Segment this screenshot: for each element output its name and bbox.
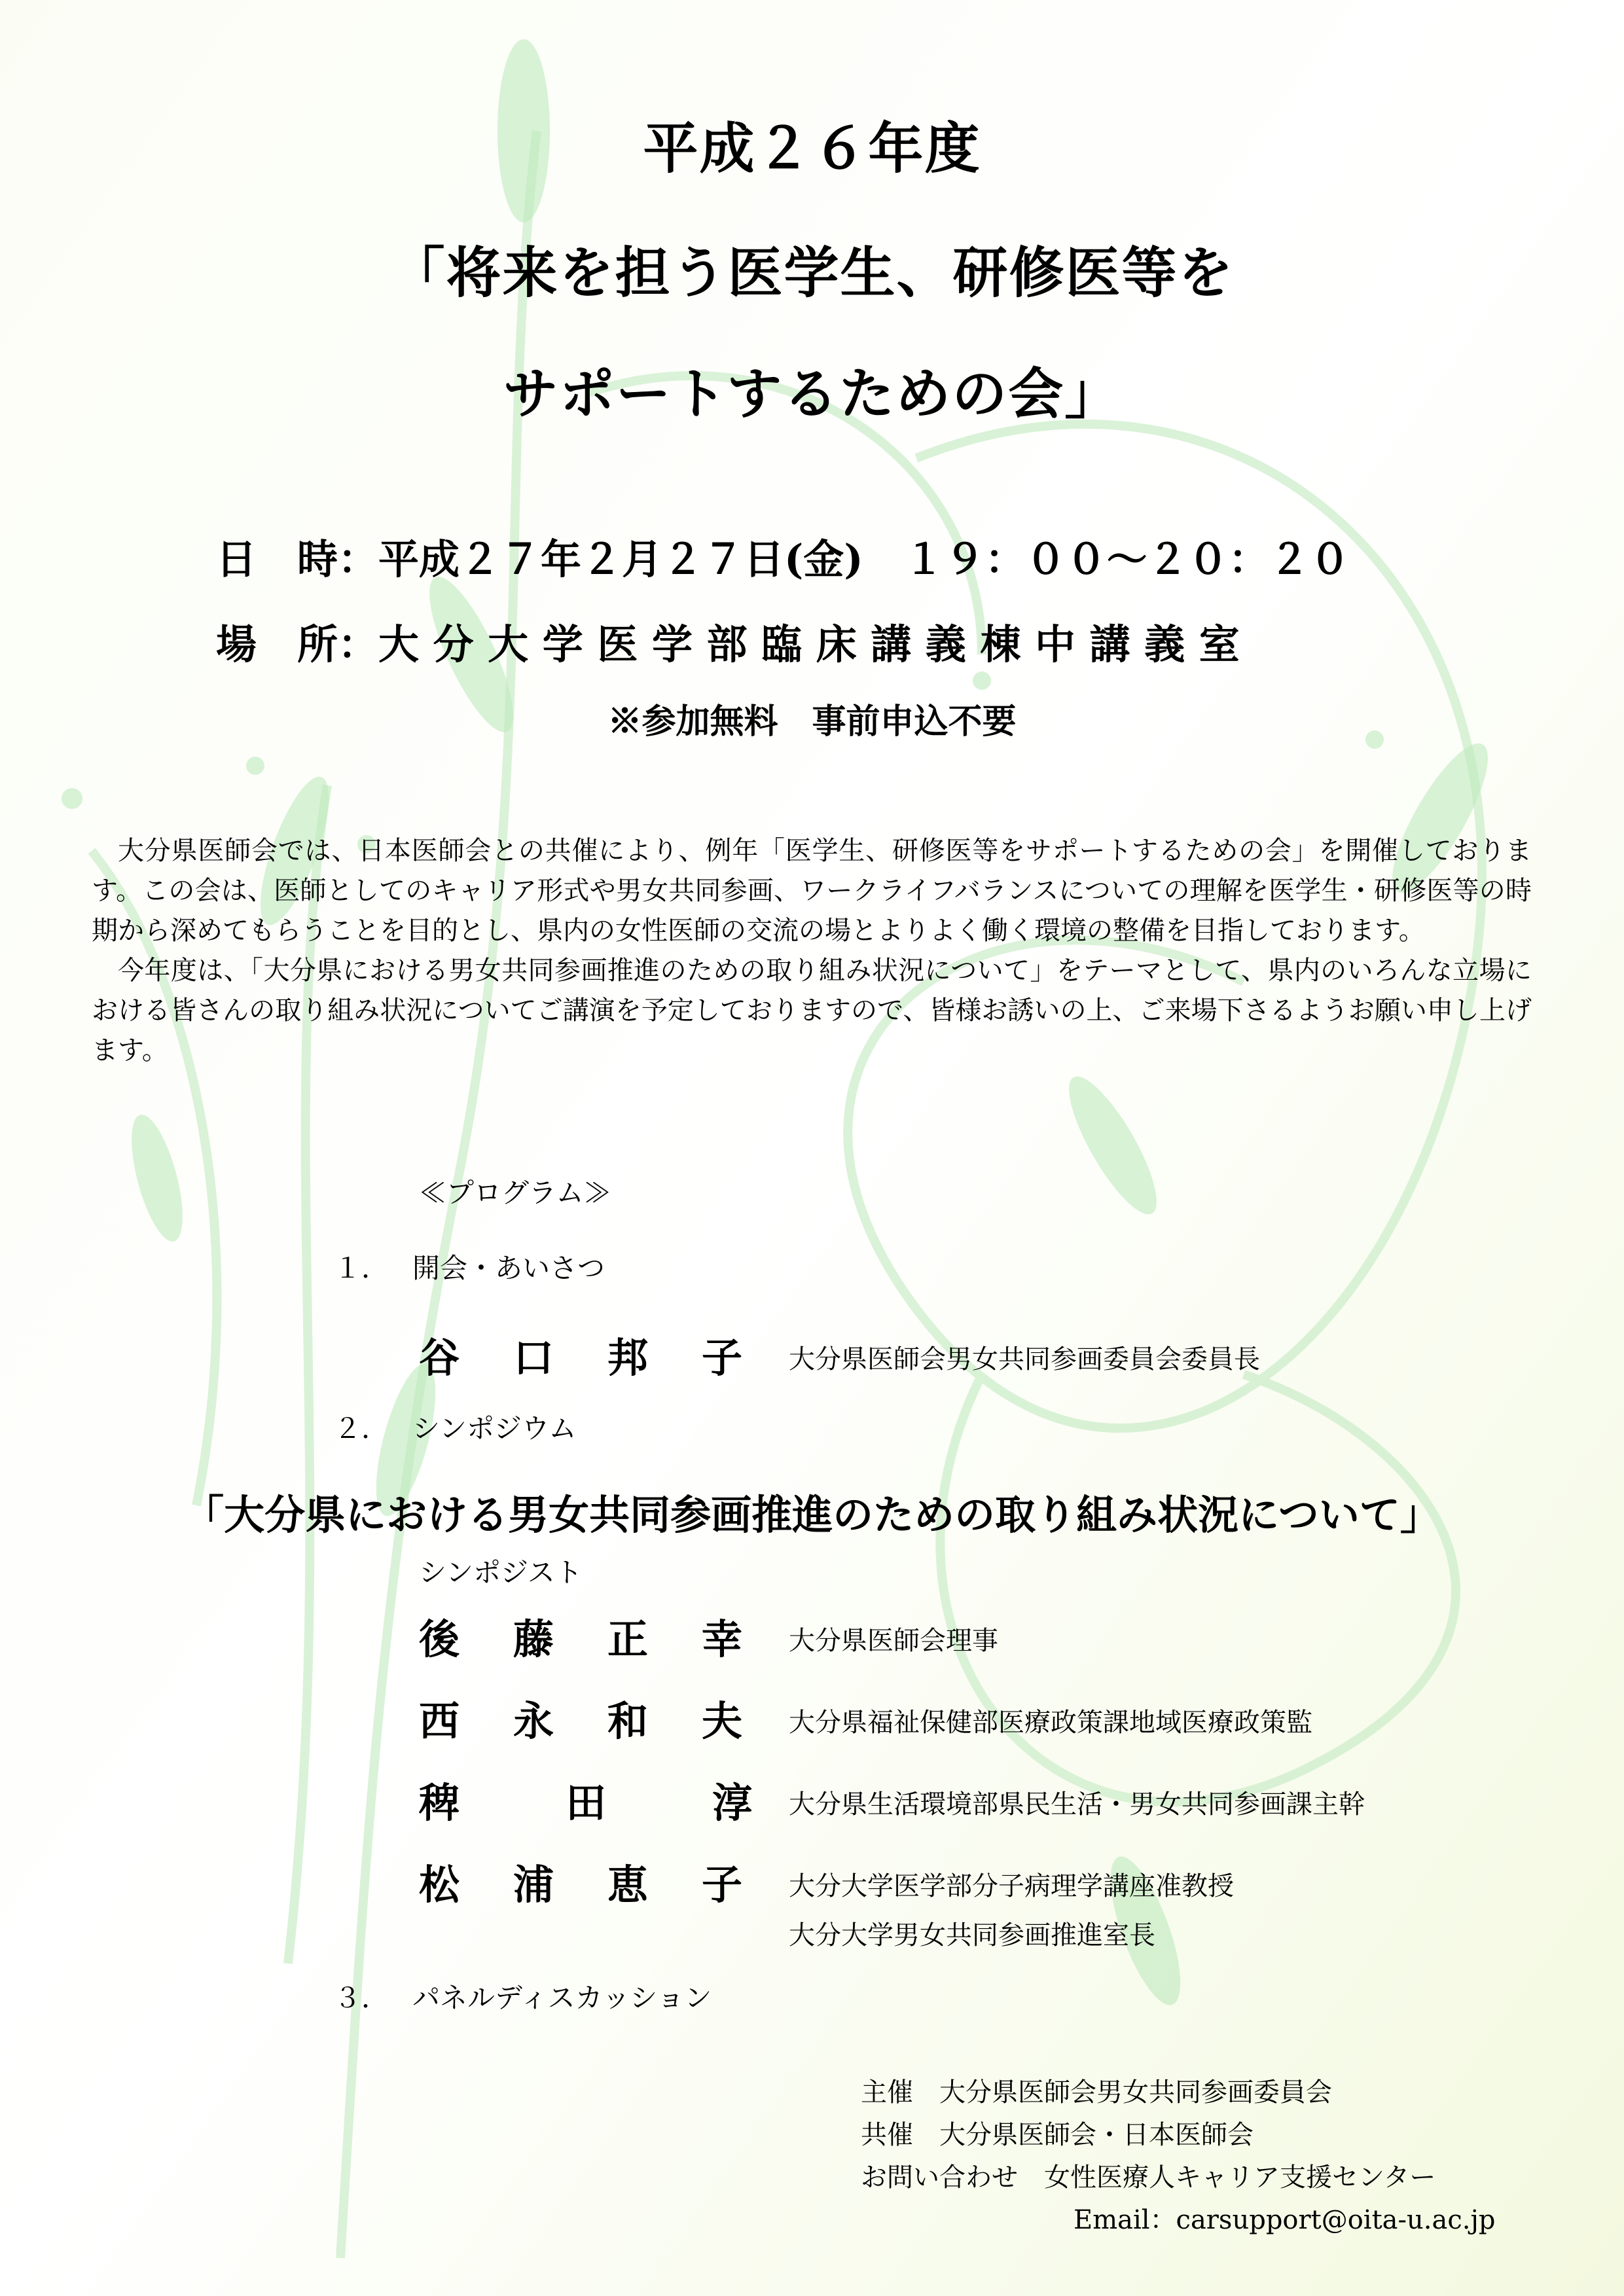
item-3-number: ３．	[334, 1982, 389, 2014]
program-heading: ≪プログラム≫	[419, 1177, 611, 1209]
greeter-role: 大分県医師会男女共同参画委員会委員長	[789, 1344, 1260, 1374]
item-1-number: １．	[334, 1252, 389, 1284]
program-item-2	[334, 1407, 577, 1446]
program-item-1	[334, 1247, 605, 1286]
event-place	[216, 612, 1240, 670]
item-3-text: パネルディスカッション	[412, 1982, 712, 2014]
symposist-role-3: 大分県生活環境部県民生活・男女共同参画課主幹	[789, 1789, 1365, 1820]
contact: お問い合わせ 女性医療人キャリア支援センター	[861, 2162, 1436, 2193]
datetime-value: 平成２７年２月２７日(金) １９：００～２０：２０	[378, 535, 1350, 583]
intro-paragraph-2: 今年度は、「大分県における男女共同参画推進のための取り組み状況について」をテーマとして、県内のいろんな立場における皆さんの取り組み状況についてご講演を予定しておりますので、皆様お誘いの上、ご来場下さるようお願い申し上げます。	[92, 956, 1532, 1066]
symposium-theme: 「大分県における男女共同参画推進のための取り組み状況について」	[183, 1491, 1441, 1539]
title-main-line1: 「将来を担う医学生、研修医等を	[389, 240, 1235, 305]
place-label: 場 所：	[216, 620, 379, 668]
program-item-3	[334, 1977, 712, 2016]
symposist-role-1: 大分県医師会理事	[789, 1626, 998, 1656]
cohost: 共催 大分県医師会・日本医師会	[861, 2120, 1254, 2150]
admission-note: ※参加無料 事前申込不要	[607, 702, 1017, 742]
symposist-name-2: 西永和夫	[419, 1697, 797, 1745]
symposist-name-4: 松浦恵子	[419, 1861, 797, 1909]
title-year: 平成２６年度	[643, 116, 981, 181]
intro-paragraph-1: 大分県医師会では、日本医師会との共催により、例年「医学生、研修医等をサポートするための会」を開催しております。この会は、医師としてのキャリア形式や男女共同参画、ワークライフバランスについての理解を医学生・研修医等の時期から深めてもらうことを目的とし、県内の女性医師の交流の場とよりよく働く環境の整備を目指しております。	[92, 836, 1532, 946]
symposist-role-2: 大分県福祉保健部医療政策課地域医療政策監	[789, 1708, 1312, 1738]
event-datetime	[216, 527, 1350, 585]
item-1-text: 開会・あいさつ	[412, 1252, 605, 1284]
datetime-label: 日 時：	[216, 535, 379, 583]
organizer: 主催 大分県医師会男女共同参画委員会	[861, 2077, 1332, 2108]
contact-email[interactable]: Email：carsupport@oita-u.ac.jp	[1074, 2205, 1496, 2235]
symposist-name-1: 後藤正幸	[419, 1615, 797, 1663]
item-2-number: ２．	[334, 1412, 389, 1444]
item-2-text: シンポジウム	[412, 1412, 577, 1444]
symposist-role-4b: 大分大学男女共同参画推進室長	[789, 1920, 1155, 1950]
intro-text	[92, 831, 1532, 1071]
symposist-label: シンポジスト	[419, 1556, 583, 1588]
symposist-role-4: 大分大学医学部分子病理学講座准教授	[789, 1871, 1234, 1901]
place-value: 大 分 大 学 医 学 部 臨 床 講 義 棟 中 講 義 室	[378, 620, 1240, 668]
title-main-line2: サポートするための会」	[503, 361, 1121, 426]
symposist-name-3: 稗田淳	[419, 1779, 859, 1827]
greeter-name: 谷口邦子	[419, 1334, 797, 1382]
